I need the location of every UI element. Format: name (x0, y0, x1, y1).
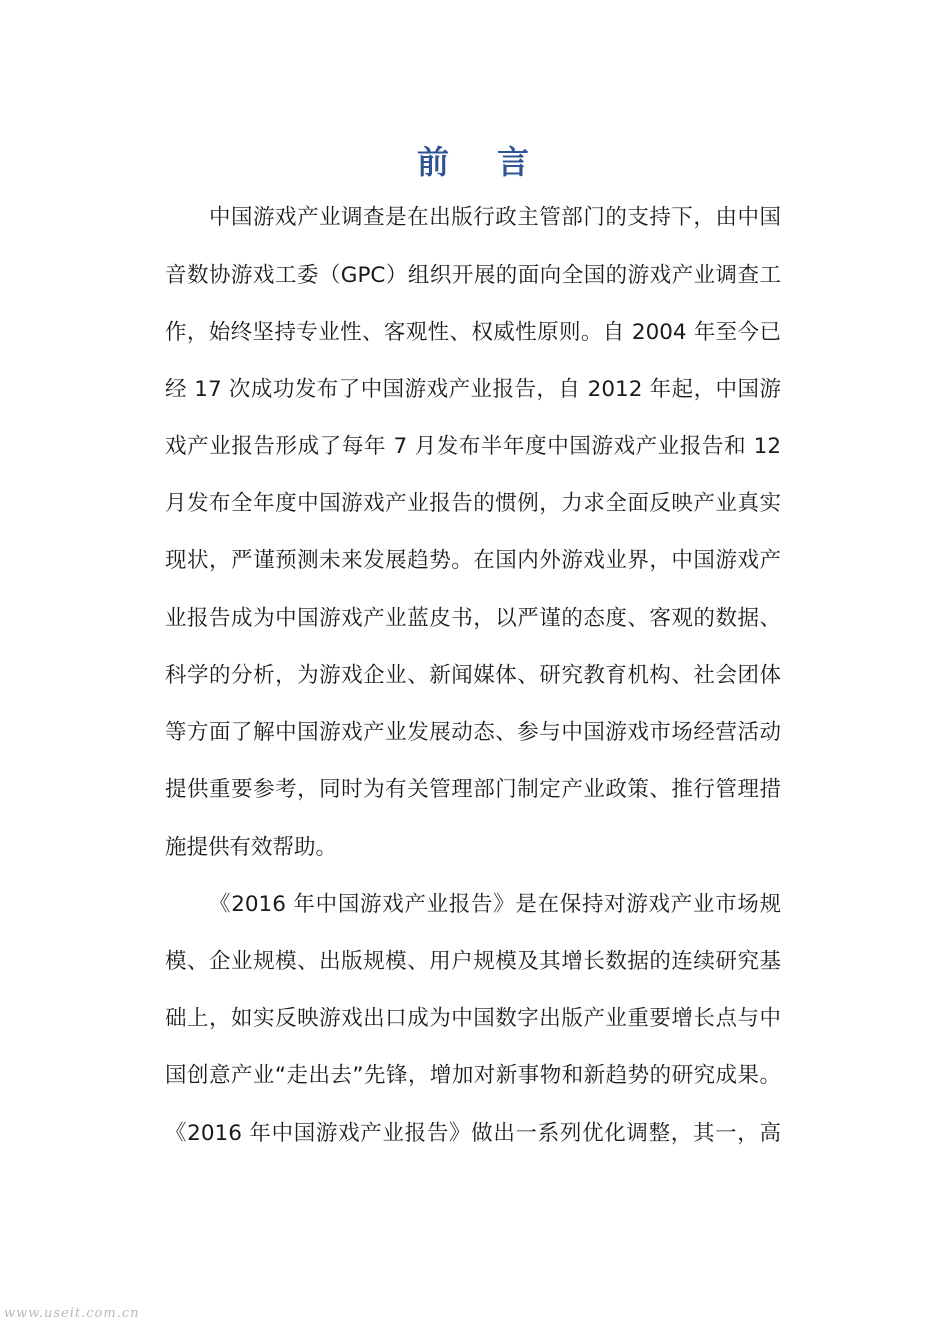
paragraph-1-line-12: 施提供有效帮助。 (165, 835, 338, 860)
paragraph-2-line-4: 国创意产业“走出去”先锋，增加对新事物和新趋势的研究成果。 (165, 1063, 781, 1088)
paragraph-1-line-4: 经 17 次成功发布了中国游戏产业报告，自 2012 年起，中国游 (165, 377, 781, 402)
paragraph-2-line-5: 《2016 年中国游戏产业报告》做出一系列优化调整，其一，高 (165, 1121, 781, 1146)
title-char-2: 言 (497, 143, 530, 181)
paragraph-2-line-2: 模、企业规模、出版规模、用户规模及其增长数据的连续研究基 (165, 949, 781, 974)
paragraph-2-line-3: 础上，如实反映游戏出口成为中国数字出版产业重要增长点与中 (165, 1006, 781, 1031)
paragraph-1-line-9: 科学的分析，为游戏企业、新闻媒体、研究教育机构、社会团体 (165, 663, 781, 688)
title-char-1: 前 (416, 143, 449, 181)
paragraph-1-line-5: 戏产业报告形成了每年 7 月发布半年度中国游戏产业报告和 12 (165, 434, 781, 459)
paragraph-1-line-3: 作，始终坚持专业性、客观性、权威性原则。自 2004 年至今已 (165, 320, 781, 345)
paragraph-1-line-7: 现状，严谨预测未来发展趋势。在国内外游戏业界，中国游戏产 (165, 548, 781, 573)
page-title (0, 140, 946, 184)
paragraph-1-line-2: 音数协游戏工委（GPC）组织开展的面向全国的游戏产业调查工 (165, 263, 781, 288)
paragraph-1-line-10: 等方面了解中国游戏产业发展动态、参与中国游戏市场经营活动 (165, 720, 781, 745)
paragraph-2-line-1: 《2016 年中国游戏产业报告》是在保持对游戏产业市场规 (209, 892, 781, 917)
paragraph-1-line-1: 中国游戏产业调查是在出版行政主管部门的支持下，由中国 (209, 205, 781, 230)
paragraph-1-line-11: 提供重要参考，同时为有关管理部门制定产业政策、推行管理措 (165, 777, 781, 802)
paragraph-1-line-6: 月发布全年度中国游戏产业报告的惯例，力求全面反映产业真实 (165, 491, 781, 516)
watermark: www.useit.com.cn (4, 1306, 140, 1321)
paragraph-1-line-8: 业报告成为中国游戏产业蓝皮书，以严谨的态度、客观的数据、 (165, 606, 781, 631)
